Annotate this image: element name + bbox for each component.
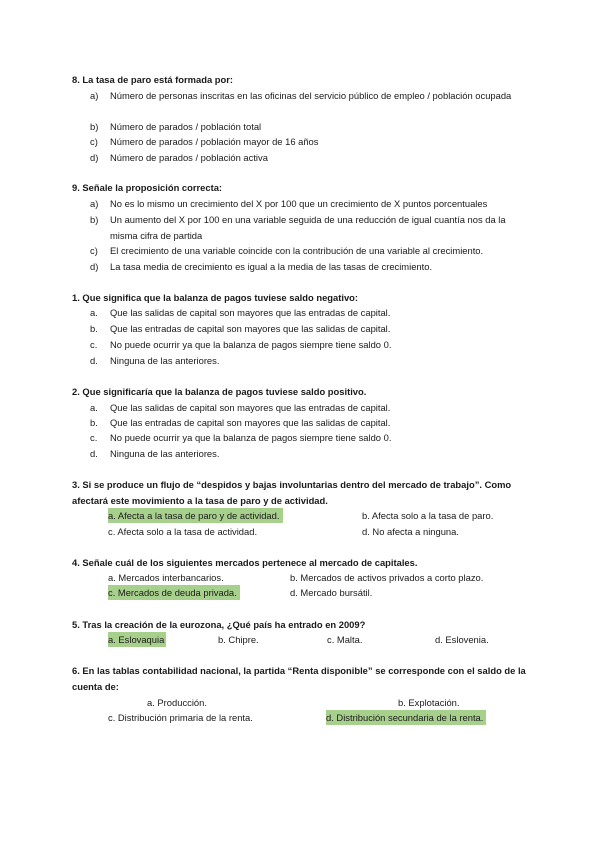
question-5-title: 5. Tras la creación de la eurozona, ¿Qué país ha entrado en 2009? bbox=[72, 619, 366, 630]
question-5-option-b: b. Chipre. bbox=[218, 634, 259, 645]
question-4-option-c: c. Mercados de deuda privada. bbox=[108, 585, 240, 600]
question-6-option-b: b. Explotación. bbox=[398, 697, 460, 708]
question-6-option-c: c. Distribución primaria de la renta. bbox=[108, 712, 253, 723]
question-5-option-c: c. Malta. bbox=[327, 634, 363, 645]
question-4-option-a: a. Mercados interbancarios. bbox=[108, 572, 224, 583]
question-3-option-a: a. Afecta a la tasa de paro y de actividad. bbox=[108, 508, 283, 523]
question-3-option-b: b. Afecta solo a la tasa de paro. bbox=[362, 510, 494, 521]
question-6-title: 6. En las tablas contabilidad nacional, la partida “Renta disponible” se corresponde con el saldo de la cuenta de: bbox=[72, 665, 526, 692]
question-6-option-a: a. Producción. bbox=[147, 697, 207, 708]
question-8-option-a: a) Número de personas inscritas en las oficinas del servicio público de empleo / población ocupada bbox=[90, 90, 512, 101]
question-4-option-b: b. Mercados de activos privados a corto plazo. bbox=[290, 572, 484, 583]
question-8-title: 8. La tasa de paro está formada por: bbox=[72, 74, 233, 85]
question-5-option-a: a. Eslovaquia bbox=[108, 634, 165, 645]
question-4-title: 4. Señale cuál de los siguientes mercados pertenece al mercado de capitales. bbox=[72, 557, 418, 568]
question-4-option-d: d. Mercado bursátil. bbox=[290, 587, 373, 598]
question-6-option-d: d. Distribución secundaria de la renta. bbox=[326, 710, 486, 725]
question-3-option-d: d. No afecta a ninguna. bbox=[362, 526, 459, 537]
question-2-title: 2. Que significaría que la balanza de pagos tuviese saldo positivo. bbox=[72, 386, 367, 397]
question-3-title: 3. Si se produce un flujo de “despidos y bajas involuntarias dentro del mercado de trabajo”. Como afectará este movimiento a la tasa de paro y de actividad. bbox=[72, 479, 512, 506]
question-5-option-d: d. Eslovenia. bbox=[435, 634, 489, 645]
question-9-title: 9. Señale la proposición correcta: bbox=[72, 182, 223, 193]
question-1-title: 1. Que significa que la balanza de pagos tuviese saldo negativo: bbox=[72, 292, 359, 303]
question-3-option-c: c. Afecta solo a la tasa de actividad. bbox=[108, 526, 258, 537]
